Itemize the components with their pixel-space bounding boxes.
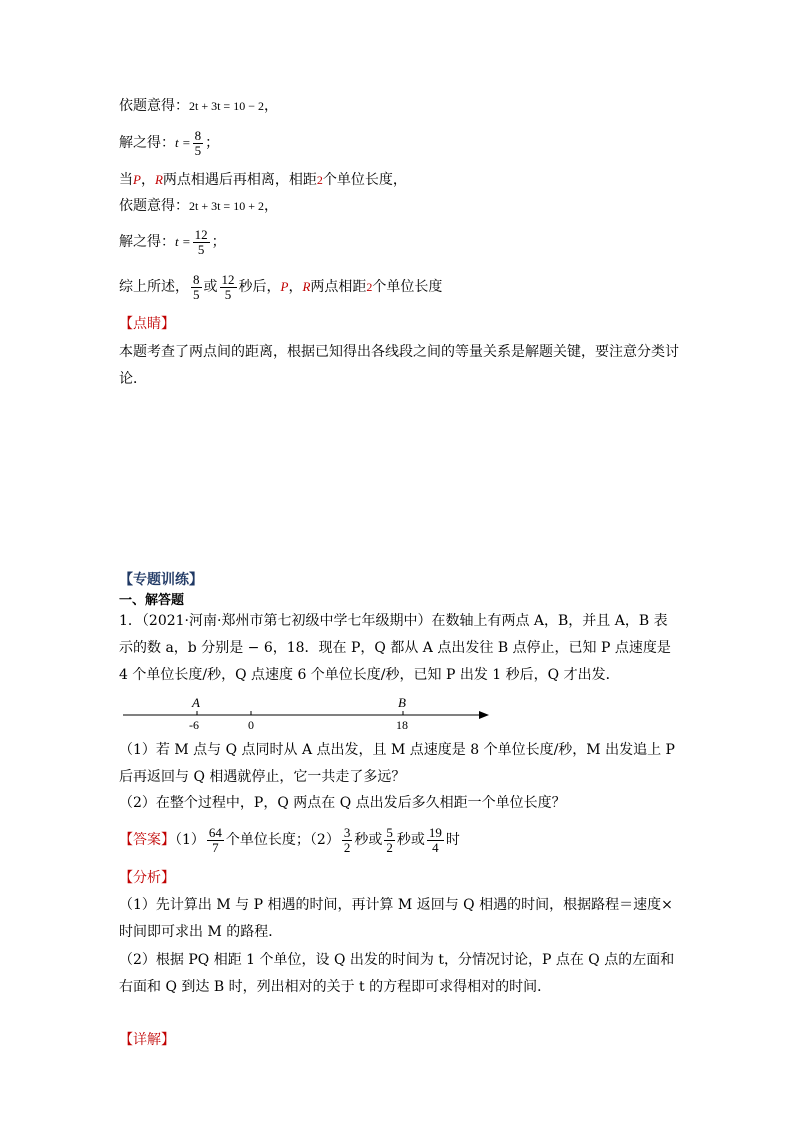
analysis-2: （2）根据 PQ 相距 1 个单位，设 Q 出发的时间为 t，分情况讨论，P 点在 Q 点的左面和右面和 Q 到达 B 时，列出相对的关于 t 的方程即可求得相对的时间． [119, 952, 675, 995]
analysis-1: （1）先计算出 M 与 P 相遇的时间，再计算 M 返回与 Q 相遇的时间，根据路程＝速度×时间即可求出 M 的路程． [119, 897, 673, 940]
point-a-label: A [192, 695, 200, 710]
number-line [119, 692, 499, 732]
section-title: 一、解答题 [119, 593, 185, 608]
equation-line-2: 依题意得：2t + 3t = 10 + 2， [119, 198, 278, 214]
sub-question-1: （1）若 M 点与 Q 点同时从 A 点出发，且 M 点速度是 8 个单位长度/秒，M 出发追上 P 后再返回与 Q 相遇就停止，它一共走了多远？ [119, 742, 675, 785]
case-line: 当P，R两点相遇后再相离，相距2个单位长度， [119, 172, 407, 188]
dianjing-heading: 【点睛】 [119, 316, 175, 332]
fraction: $\frac{8}{5}$ [194, 127, 202, 158]
analysis-heading: 【分析】 [119, 870, 175, 886]
fraction: $\frac{5}{2}$ [386, 824, 393, 855]
point-b-label: B [398, 695, 406, 710]
fraction: $\frac{12}{5}$ [221, 271, 235, 302]
fraction: $\frac{64}{7}$ [208, 824, 222, 855]
question-1: 1．（2021·河南·郑州市第七初级中学七年级期中）在数轴上有两点 A，B，并且 A，B 表示的数 a，b 分别是 − 6，18．现在 P，Q 都从 A 点出发往 B 点停止，已知 P 点速度是 4 个单位长度/秒，Q 点速度 6 个单位长度/秒，已知 P 出发 1 秒后，Q 才出发． [119, 613, 671, 683]
answer-line: 【答案】（1） $\frac{64}{7}$ 个单位长度；（2） $\frac{3}{2}$ 秒或 $\frac{5}{2}$ 秒或 $\frac{19}{4}$ 时 [119, 824, 460, 855]
fraction: $\frac{12}{5}$ [194, 226, 208, 257]
solution-line-1: 解之得：t = $\frac{8}{5}$ ； [119, 127, 220, 158]
conclusion-line: 综上所述， $\frac{8}{5}$ 或 $\frac{12}{5}$ 秒后，P，R两点相距2个单位长度 [119, 271, 443, 302]
equation-line-1: 依题意得：2t + 3t = 10 − 2， [119, 98, 278, 114]
dianjing-text: 本题考查了两点间的距离，根据已知得出各线段之间的等量关系是解题关键，要注意分类讨论． [119, 344, 679, 387]
sub-question-2: （2）在整个过程中，P，Q 两点在 Q 点出发后多久相距一个单位长度？ [119, 795, 566, 811]
tick-label-a: -6 [189, 718, 199, 732]
solution-line-2: 解之得：t = $\frac{12}{5}$ ； [119, 226, 226, 257]
fraction: $\frac{3}{2}$ [343, 824, 351, 855]
tick-label-b: 18 [396, 718, 408, 732]
fraction: $\frac{19}{4}$ [428, 824, 442, 855]
tick-label-zero: 0 [248, 718, 254, 732]
fraction: $\frac{8}{5}$ [193, 271, 200, 302]
detail-heading: 【详解】 [119, 1032, 175, 1048]
training-header: 【专题训练】 [119, 572, 203, 588]
